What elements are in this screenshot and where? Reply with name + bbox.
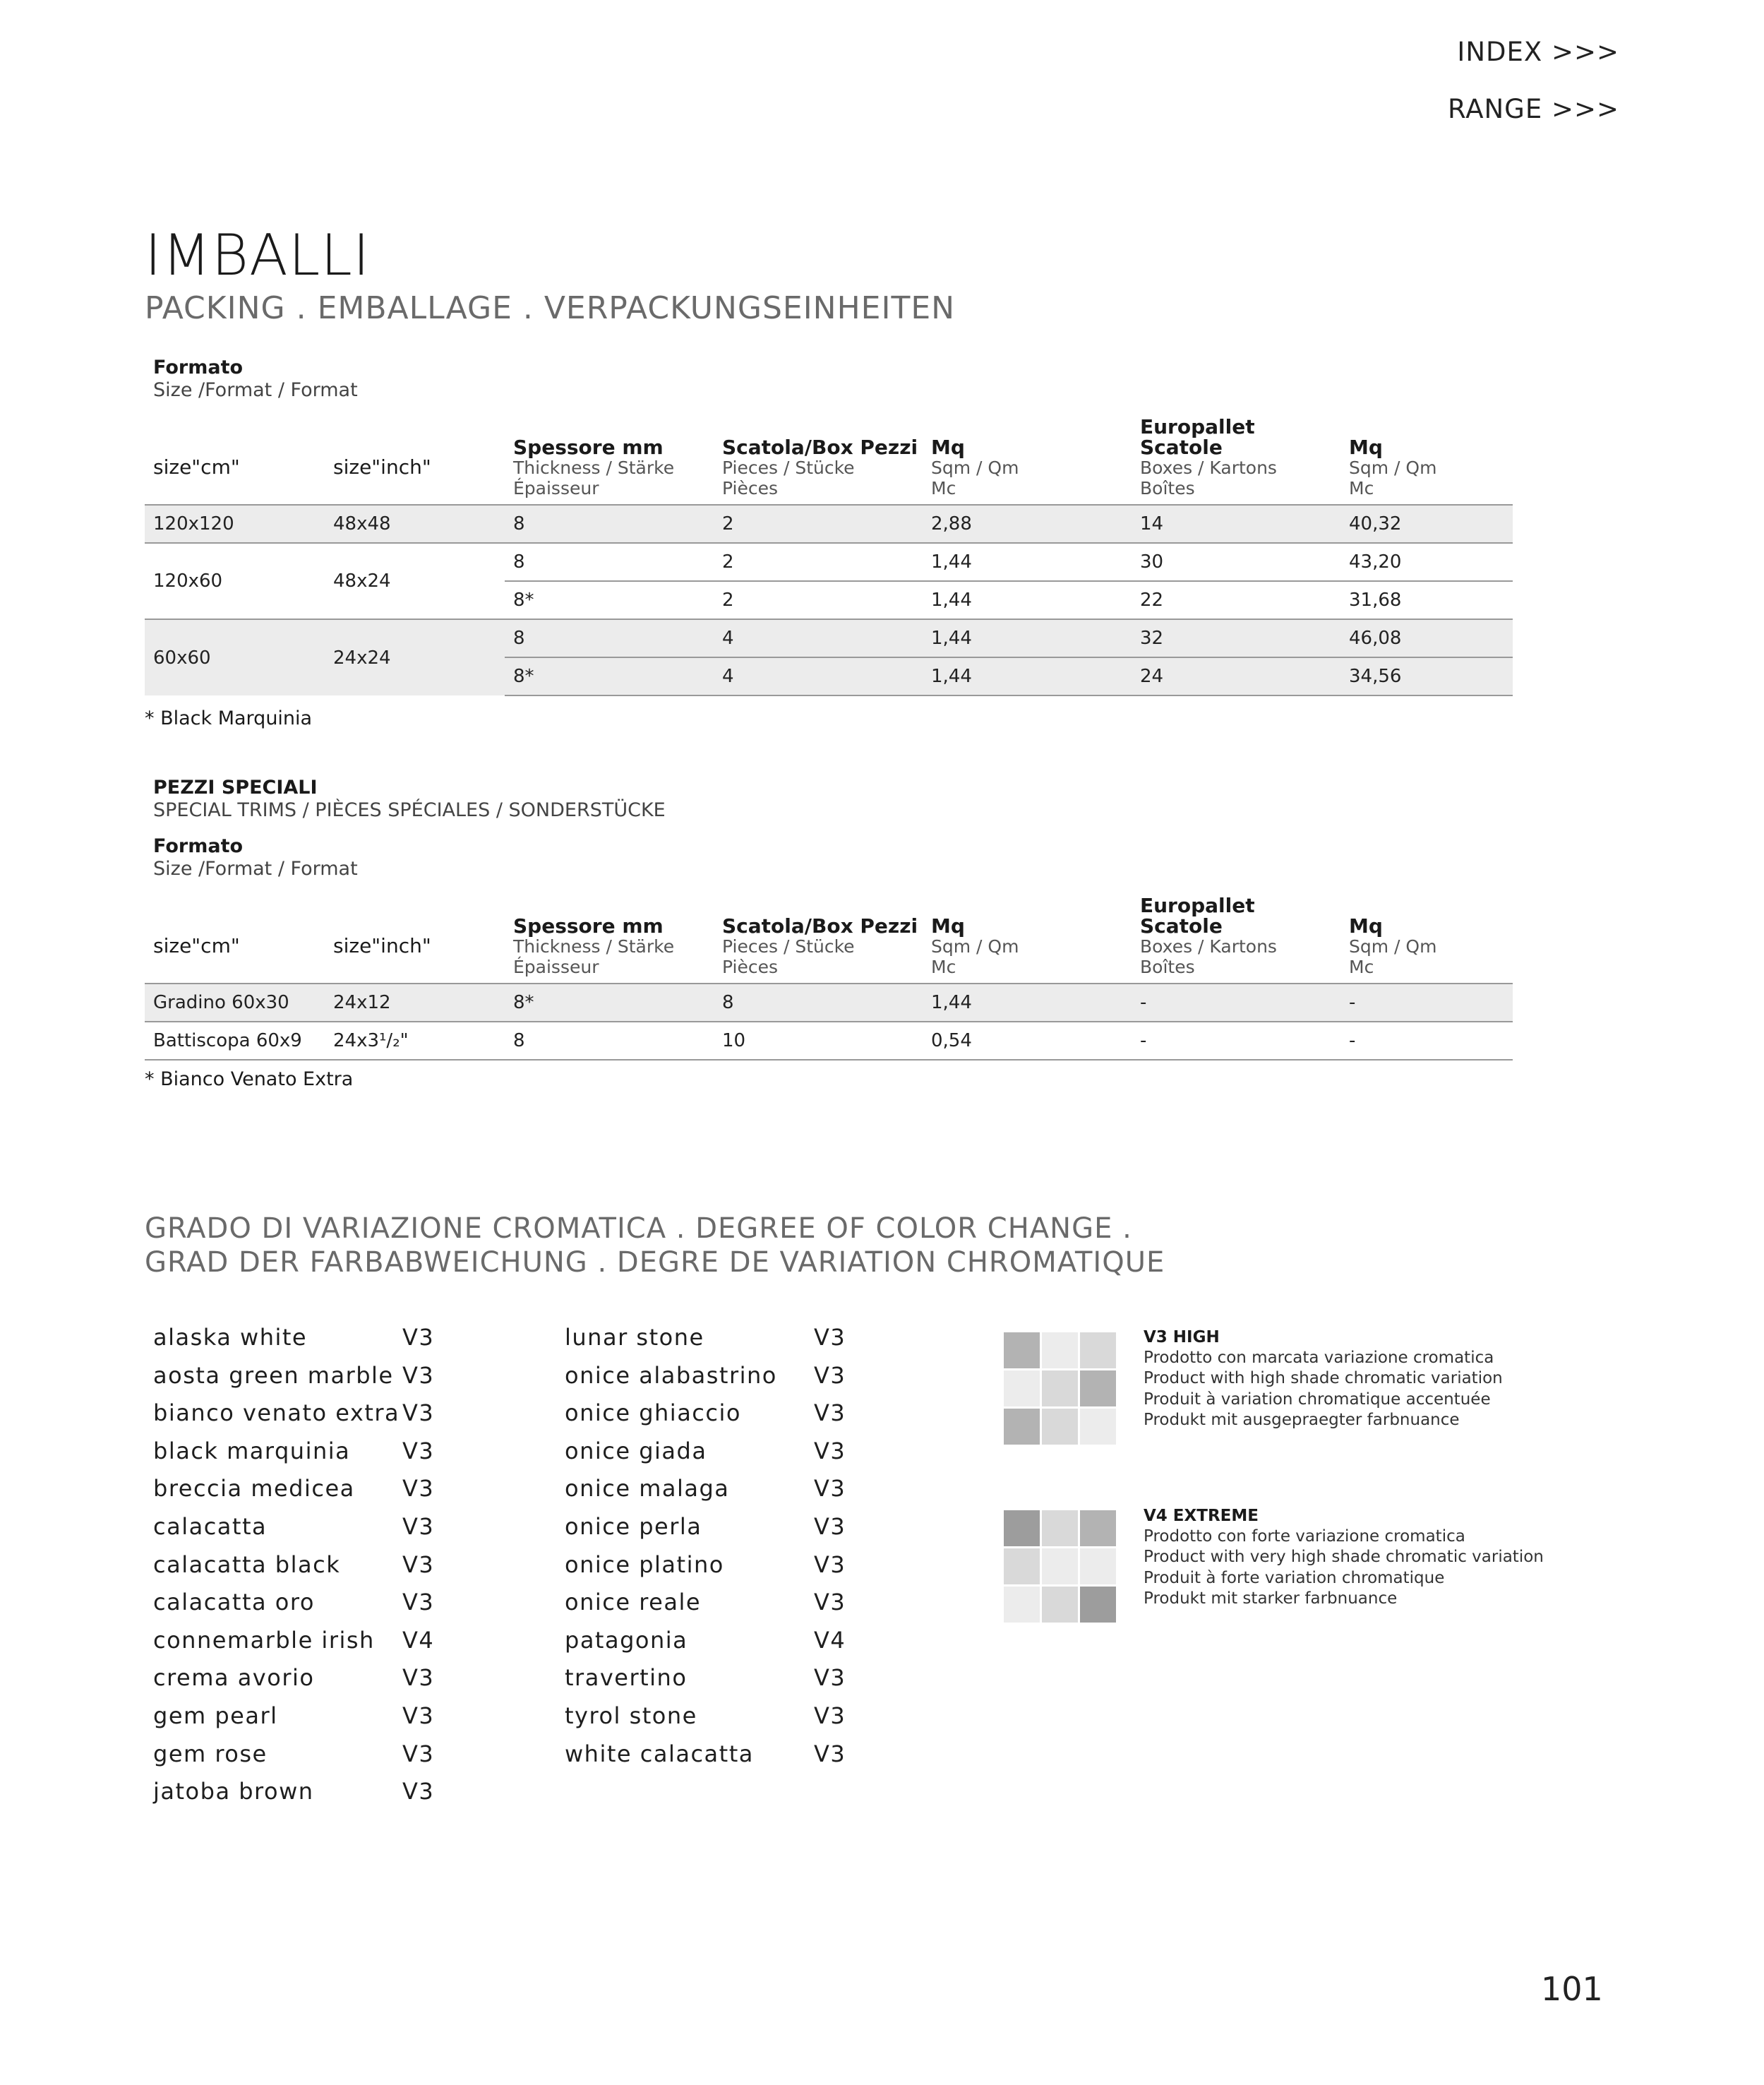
cell-pieces: 4: [714, 619, 923, 657]
variation-item-grade: V3: [402, 1512, 435, 1540]
cell-boxes: 30: [1132, 543, 1340, 581]
cell-thickness: 8*: [505, 657, 714, 695]
header-thickness: Spessore mm Thickness / Stärke Épaisseur: [513, 436, 675, 498]
variation-item: [565, 1399, 846, 1438]
variation-item-name: travertino: [565, 1664, 688, 1692]
variation-item-grade: V3: [814, 1399, 846, 1427]
variation-item-grade: V3: [402, 1437, 435, 1464]
variation-item-grade: V3: [814, 1361, 846, 1389]
formato-title: Formato: [153, 357, 244, 378]
variation-item-name: jatoba brown: [153, 1778, 314, 1805]
cell-mq-pallet: 40,32: [1340, 505, 1513, 543]
variation-item: [565, 1740, 846, 1779]
cell-thickness: 8: [505, 543, 714, 581]
variation-item-grade: V3: [402, 1361, 435, 1389]
cell-mq: 1,44: [923, 984, 1132, 1022]
v3-legend: [1144, 1327, 1503, 1430]
cell-size-inch: 24x24: [325, 619, 505, 695]
cell-pieces: 2: [714, 581, 923, 619]
variation-item-name: onice malaga: [565, 1475, 730, 1502]
v4-swatch: [1080, 1510, 1116, 1546]
variation-item: [565, 1513, 846, 1551]
variation-item-grade: V3: [814, 1437, 846, 1464]
variation-item-name: gem pearl: [153, 1702, 278, 1729]
v3-swatch: [1004, 1332, 1040, 1368]
variation-item-grade: V3: [402, 1475, 435, 1502]
variation-item: [565, 1324, 846, 1362]
variation-item-name: onice reale: [565, 1589, 702, 1616]
variation-item: [153, 1362, 434, 1400]
cell-mq-pallet: 46,08: [1340, 619, 1513, 657]
header-box: Scatola/Box Pezzi Pieces / Stücke Pièces: [722, 914, 918, 977]
v4-swatch: [1080, 1587, 1116, 1623]
v3-legend-line: Produkt mit ausgepraegter farbnuance: [1144, 1410, 1460, 1429]
cell-boxes: 22: [1132, 581, 1340, 619]
variation-item-name: white calacatta: [565, 1740, 754, 1767]
cell-thickness: 8: [505, 505, 714, 543]
v3-legend-line: Prodotto con marcata variazione cromatica: [1144, 1349, 1494, 1368]
v4-swatch: [1004, 1510, 1040, 1546]
variation-item-name: crema avorio: [153, 1664, 315, 1692]
cell-boxes: 24: [1132, 657, 1340, 695]
variation-item-grade: V3: [402, 1702, 435, 1729]
variation-list-col1: [153, 1324, 434, 1816]
cell-size-cm: 60x60: [145, 619, 325, 695]
cell-mq: 1,44: [923, 581, 1132, 619]
v4-swatch: [1042, 1587, 1078, 1623]
special-title: PEZZI SPECIALI: [153, 777, 318, 799]
v3-legend-line: Produit à variation chromatique accentuée: [1144, 1390, 1491, 1409]
variation-item: [565, 1438, 846, 1476]
cell-boxes: -: [1132, 1022, 1340, 1060]
variation-item-grade: V3: [402, 1551, 435, 1578]
variation-item-name: onice perla: [565, 1512, 702, 1540]
variation-item: [565, 1551, 846, 1589]
packing-formato-label: [153, 357, 358, 402]
formato-title: Formato: [153, 835, 244, 857]
v3-swatch: [1080, 1409, 1116, 1445]
header-size-inch: size"inch": [333, 455, 431, 479]
cell-mq-pallet: -: [1340, 984, 1513, 1022]
special-formato-label: [153, 835, 358, 881]
cell-pieces: 10: [714, 1022, 923, 1060]
cell-mq-pallet: 34,56: [1340, 657, 1513, 695]
table-row: [145, 984, 1513, 1022]
cell-mq-pallet: 43,20: [1340, 543, 1513, 581]
v4-swatch: [1080, 1548, 1116, 1584]
v3-swatch: [1080, 1370, 1116, 1406]
cell-size-inch: 24x3¹/₂": [325, 1022, 505, 1060]
variation-item: [153, 1438, 434, 1476]
variation-item-grade: V4: [814, 1626, 846, 1654]
header-box: Scatola/Box Pezzi Pieces / Stücke Pièces: [722, 436, 918, 498]
variation-item-name: alaska white: [153, 1324, 308, 1351]
table-row: [145, 543, 1513, 581]
variation-item: [153, 1627, 434, 1665]
v4-legend-line: Produkt mit starker farbnuance: [1144, 1589, 1398, 1608]
variation-item: [153, 1778, 434, 1816]
v4-legend-line: Produit à forte variation chromatique: [1144, 1568, 1445, 1587]
cell-mq: 1,44: [923, 657, 1132, 695]
v4-legend-line: Prodotto con forte variazione cromatica: [1144, 1527, 1465, 1546]
variation-item-name: black marquinia: [153, 1437, 351, 1464]
variation-item-name: onice platino: [565, 1551, 724, 1578]
cell-size-cm: Battiscopa 60x9: [145, 1022, 325, 1060]
cell-size-inch: 48x24: [325, 543, 505, 619]
cell-size-cm: 120x60: [145, 543, 325, 619]
page-title: IMBALLI: [145, 222, 371, 288]
cell-thickness: 8*: [505, 581, 714, 619]
variation-item-name: calacatta black: [153, 1551, 341, 1578]
cell-mq: 1,44: [923, 543, 1132, 581]
formato-subtitle: Size /Format / Format: [153, 379, 358, 402]
variation-item: [565, 1664, 846, 1702]
v3-legend-line: Product with high shade chromatic variation: [1144, 1369, 1503, 1388]
v4-legend-line: Product with very high shade chromatic variation: [1144, 1548, 1544, 1567]
variation-item-grade: V3: [814, 1664, 846, 1692]
header-pallet: Europallet Scatole Boxes / Kartons Boîtes: [1140, 894, 1277, 977]
v4-swatch: [1042, 1510, 1078, 1546]
variation-item-name: calacatta: [153, 1512, 268, 1540]
cell-size-inch: 24x12: [325, 984, 505, 1022]
formato-subtitle: Size /Format / Format: [153, 858, 358, 880]
v4-legend: [1144, 1506, 1544, 1609]
v3-swatch: [1004, 1370, 1040, 1406]
v4-legend-title: V4 EXTREME: [1144, 1507, 1259, 1525]
v3-swatch: [1042, 1332, 1078, 1368]
special-note: * Bianco Venato Extra: [145, 1068, 354, 1090]
cell-pieces: 8: [714, 984, 923, 1022]
variation-item-name: onice giada: [565, 1437, 707, 1464]
range-link[interactable]: RANGE >>>: [1447, 94, 1619, 124]
variation-item: [153, 1551, 434, 1589]
v3-swatch: [1042, 1409, 1078, 1445]
variation-item: [565, 1362, 846, 1400]
cell-mq: 2,88: [923, 505, 1132, 543]
table-row: [145, 1022, 1513, 1060]
variation-item-grade: V3: [814, 1551, 846, 1578]
index-link[interactable]: INDEX >>>: [1457, 37, 1619, 67]
variation-item-grade: V3: [814, 1324, 846, 1351]
cell-mq-pallet: -: [1340, 1022, 1513, 1060]
variation-item-name: calacatta oro: [153, 1589, 315, 1616]
variation-item-grade: V3: [402, 1324, 435, 1351]
variation-item: [153, 1513, 434, 1551]
header-size-inch: size"inch": [333, 933, 431, 957]
variation-item-name: bianco venato extra: [153, 1399, 400, 1427]
variation-item-grade: V3: [402, 1399, 435, 1427]
cell-pieces: 4: [714, 657, 923, 695]
cell-size-cm: Gradino 60x30: [145, 984, 325, 1022]
variation-item-grade: V3: [402, 1740, 435, 1767]
cell-size-inch: 48x48: [325, 505, 505, 543]
cell-thickness: 8*: [505, 984, 714, 1022]
header-size-cm: size"cm": [153, 455, 240, 479]
variation-item: [565, 1627, 846, 1665]
header-size-cm: size"cm": [153, 933, 240, 957]
cell-pieces: 2: [714, 543, 923, 581]
special-trims-table: [145, 895, 1513, 1061]
header-thickness: Spessore mm Thickness / Stärke Épaisseur: [513, 914, 675, 977]
table-row: [145, 619, 1513, 657]
variation-item: [153, 1702, 434, 1740]
variation-item-name: aosta green marble: [153, 1361, 394, 1389]
variation-item-name: gem rose: [153, 1740, 268, 1767]
variation-item: [565, 1475, 846, 1513]
cell-mq: 1,44: [923, 619, 1132, 657]
header-mq: Mq Sqm / Qm Mc: [931, 914, 1019, 977]
special-heading: [153, 777, 666, 823]
cell-boxes: -: [1132, 984, 1340, 1022]
v3-swatch: [1042, 1370, 1078, 1406]
v3-swatch: [1080, 1332, 1116, 1368]
variation-item-name: lunar stone: [565, 1324, 704, 1351]
v3-swatch-grid: [1004, 1332, 1116, 1445]
variation-item: [565, 1702, 846, 1740]
cell-pieces: 2: [714, 505, 923, 543]
variation-item-name: patagonia: [565, 1626, 688, 1654]
variation-item-grade: V3: [814, 1702, 846, 1729]
special-subtitle: SPECIAL TRIMS / PIÈCES SPÉCIALES / SONDERSTÜCKE: [153, 799, 666, 822]
variation-item-grade: V3: [814, 1512, 846, 1540]
variation-title-line1: GRADO DI VARIAZIONE CROMATICA . DEGREE OF COLOR CHANGE .: [145, 1212, 1132, 1245]
v4-swatch: [1004, 1548, 1040, 1584]
variation-item: [153, 1664, 434, 1702]
variation-item-name: tyrol stone: [565, 1702, 697, 1729]
variation-item-grade: V3: [402, 1778, 435, 1805]
cell-thickness: 8: [505, 1022, 714, 1060]
variation-item: [565, 1589, 846, 1627]
v3-legend-title: V3 HIGH: [1144, 1328, 1220, 1346]
v3-swatch: [1004, 1409, 1040, 1445]
variation-item-name: onice alabastrino: [565, 1361, 777, 1389]
header-mq-pallet: Mq Sqm / Qm Mc: [1349, 436, 1437, 498]
packing-table: [145, 417, 1513, 696]
packing-note: * Black Marquinia: [145, 707, 313, 729]
v4-swatch-grid: [1004, 1510, 1116, 1623]
cell-boxes: 32: [1132, 619, 1340, 657]
page-number: 101: [1541, 1970, 1603, 2008]
v4-swatch: [1042, 1548, 1078, 1584]
variation-item-grade: V4: [402, 1626, 435, 1654]
variation-item-name: breccia medicea: [153, 1475, 355, 1502]
variation-item-grade: V3: [814, 1475, 846, 1502]
variation-title-line2: GRAD DER FARBABWEICHUNG . DEGRE DE VARIATION CHROMATIQUE: [145, 1246, 1165, 1279]
variation-item: [153, 1399, 434, 1438]
cell-mq-pallet: 31,68: [1340, 581, 1513, 619]
header-mq-pallet: Mq Sqm / Qm Mc: [1349, 914, 1437, 977]
variation-item-name: onice ghiaccio: [565, 1399, 741, 1427]
page-subtitle: PACKING . EMBALLAGE . VERPACKUNGSEINHEITEN: [145, 290, 956, 326]
v4-swatch: [1004, 1587, 1040, 1623]
variation-item-grade: V3: [402, 1589, 435, 1616]
table-row: [145, 505, 1513, 543]
variation-item-grade: V3: [814, 1740, 846, 1767]
header-pallet: Europallet Scatole Boxes / Kartons Boîtes: [1140, 415, 1277, 498]
cell-boxes: 14: [1132, 505, 1340, 543]
header-mq: Mq Sqm / Qm Mc: [931, 436, 1019, 498]
variation-item: [153, 1589, 434, 1627]
variation-item: [153, 1324, 434, 1362]
variation-list-col2: [565, 1324, 846, 1778]
variation-item-name: connemarble irish: [153, 1626, 375, 1654]
cell-thickness: 8: [505, 619, 714, 657]
cell-mq: 0,54: [923, 1022, 1132, 1060]
variation-item: [153, 1740, 434, 1779]
variation-item-grade: V3: [402, 1664, 435, 1692]
variation-item: [153, 1475, 434, 1513]
variation-item-grade: V3: [814, 1589, 846, 1616]
cell-size-cm: 120x120: [145, 505, 325, 543]
